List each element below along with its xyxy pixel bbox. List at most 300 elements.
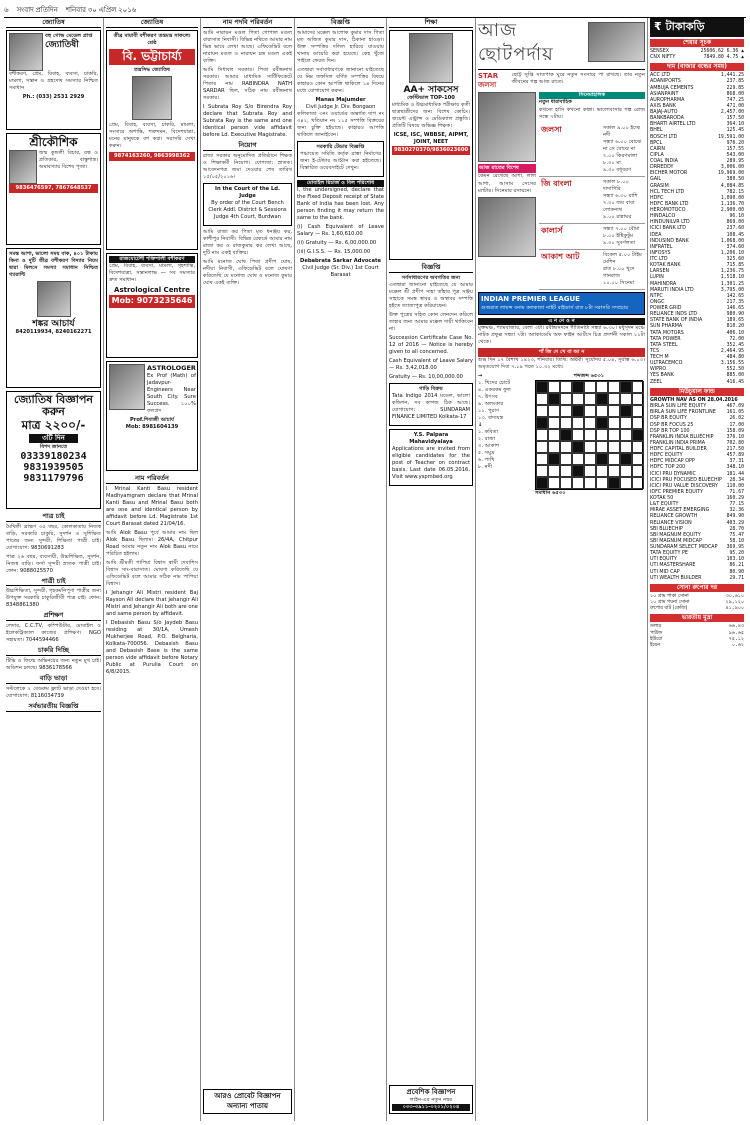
stock-row-value: 146.65 — [726, 306, 744, 312]
program-item: ৯.০০ রান্নাঘর — [603, 213, 632, 220]
channel-label: STAR জলসা — [478, 71, 499, 90]
stock-row-value: 1,136.70 — [720, 201, 744, 207]
crossword-block — [536, 417, 548, 429]
fx-row-value: ৭৫.১২ — [728, 636, 744, 642]
finance-line: (ii) Gratuity — Rs. 6,00,000.00 — [297, 240, 377, 247]
crossword-cell — [632, 441, 644, 453]
mf-row-name: FRANKLIN INDIA BLUECHIP — [650, 434, 714, 440]
ad-vehicle-sale — [389, 383, 473, 426]
mf-row-value: 58.10 — [729, 538, 744, 544]
crossword-cell — [632, 405, 644, 417]
mf-row-name: HDFC TOP 200 — [650, 465, 686, 471]
gold-row-value: ৩০,৬১০ — [725, 593, 744, 599]
notice-item: I Debasish Basu S/o Jaydeb Basu residing at 30/1A, Umesh Mukherjee Road, P.O. Belgharia, Kolkata-700056. Debasish Basu and Debasish Base is the same person vide affidavit before Notary Public at Purulia Court on 6/8/2015. — [106, 619, 198, 675]
crossword-block — [548, 453, 560, 465]
ad-name: Prof.শিবাজী আচার্য — [129, 416, 175, 423]
stock-row-name: LARSEN — [650, 269, 670, 275]
stock-row-value: 543.00 — [726, 152, 744, 158]
notice-item: I Jehangir Ali Mistri resident Baj Rayson Ali declare that Jehangir Ali Mistri and Jehangir Ali both are one and same person by affidavit. — [106, 589, 198, 617]
stock-row-name: KOTAK BANK — [650, 263, 681, 269]
crossword-block — [596, 417, 608, 429]
classified-text: মৈথিলী ব্রাহ্মণ ৩৫ বছর, কোলকাতায় নিজস্ব বাড়ি, সরকারি চাকুরি, সুদর্শন ও সুশিক্ষিত পাত্রের জন্য সুন্দরী, শিক্ষিতা পাত্রী চাই। যোগাযোগ: 9830691283 — [6, 523, 101, 551]
stock-row-name: HCL TECH LTD — [650, 189, 685, 195]
mf-row-value: 71.67 — [729, 489, 744, 495]
finance-line: (i) Cash Equivalent of Leave Salary — Rs. 1,60,610.00 — [297, 224, 384, 238]
crossword-block — [620, 453, 632, 465]
ad-astrologer-1 — [6, 30, 101, 130]
mf-row-value: 181.44 — [726, 471, 744, 477]
tender-heading: সরকারি টেন্ডার বিজ্ঞপ্তি — [316, 144, 365, 150]
sale-text: Tata Indigo 2014 মডেল, ভালো কন্ডিশন, সব কাগজ ঠিক আছে। যোগাযোগ: SUNDARAM FINANCE LIMITED Kolkata-17 — [392, 392, 470, 420]
crossword-cell — [596, 405, 608, 417]
stock-row-name: BANKBARODA — [650, 116, 684, 122]
notice-item: আমি সিধাবল সরকার। পিতা রবীন্দ্রনাথ সরকার। আমার মাধ্যমিক সার্টিফিকেটে পিতার নাম RABINDRA NATH SARDAR ছিল, সঠিক নাম রবীন্দ্রনাথ সরকার। — [203, 66, 292, 101]
astrologer-photo — [132, 76, 172, 120]
crossword-cell — [572, 453, 584, 465]
crossword-block — [572, 465, 584, 477]
promo-days: ৩টি দিন — [29, 434, 78, 443]
mf-row-value: 37.31 — [729, 459, 744, 465]
crossword-cell — [536, 393, 548, 405]
stock-row-name: BAJAJ-AUTO — [650, 110, 678, 116]
stock-row-value: 2,900.00 — [720, 208, 744, 214]
crossword-cell — [608, 381, 620, 393]
stock-row-value: 416.45 — [726, 379, 744, 385]
crossword-block — [632, 429, 644, 441]
footer-subtitle: লাইন-এর নতুন নম্বর — [409, 1096, 453, 1103]
ipl-banner — [478, 292, 645, 314]
stock-row-value: 1,518.10 — [720, 275, 744, 281]
crossword-cell — [548, 381, 560, 393]
fx-row-name: ইয়েন — [650, 642, 661, 648]
ad-name: জ্যোতিষী — [45, 39, 79, 50]
notice-item: আমি রাজা কর পিতা মৃত ধনঞ্জয় কর, কাশীপুর নিবাসী। বিভিন্ন রেকর্ডে আমার নাম রাজা কর ও রাজকুমার কর লেখা আছে, দুটি নাম একই ব্যক্তির। — [203, 228, 292, 256]
crossword-cell — [584, 465, 596, 477]
announcements-text: মুক্তমঞ্চ, শ্যামবাজার, বেলা ৩টা। রবীন্দ্রসদনে গীতিনাট্য সন্ধ্যা ৬.৩০। মধুসূদন মঞ্চে নাটক প্রফুল্ল সন্ধ্যা ৭টা। অ্যাকাডেমি অফ ফাইন আর্টসে চিত্র প্রদর্শনী সকাল ১১টা থেকে। — [478, 324, 645, 345]
stock-row-value: 72.00 — [729, 336, 744, 342]
sale-heading: গাড়ি বিক্রয় — [419, 385, 443, 392]
promo-number-1: 03339180234 — [20, 451, 87, 463]
mf-row-value: 86.21 — [729, 563, 744, 569]
crossword-cell — [608, 417, 620, 429]
mf-row-name: UTI MID CAP — [650, 569, 680, 575]
crossword-cell — [536, 405, 548, 417]
fx-row — [650, 643, 744, 649]
ad-coaching — [389, 30, 473, 260]
crossword-cell — [632, 453, 644, 465]
stock-row-name: POWER GRID — [650, 306, 682, 312]
crossword-block — [620, 381, 632, 393]
column-tv-listings — [476, 18, 648, 1121]
channel-row — [539, 177, 645, 224]
stock-row-name: TCS — [650, 348, 660, 354]
crossword-cell — [632, 393, 644, 405]
crossword-cell — [536, 453, 548, 465]
section-heading: বাড়ি ভাড়া — [6, 674, 101, 684]
stock-row-name: TATA STEEL — [650, 342, 678, 348]
crossword-clue: ৭. উৎসব — [478, 394, 498, 401]
court-text: By order of the Court Bench Clerk Addl. District & Sessions Judge 4th Court, Burdwan — [208, 199, 287, 220]
crossword-block — [596, 453, 608, 465]
gold-row — [650, 606, 744, 612]
lawyer-name: Manas Majumder — [315, 96, 366, 103]
crossword-clue: ৬. পাখি — [478, 457, 495, 464]
coaching-subtitle: ফেস্টিভাল TOP-100 — [407, 95, 455, 102]
stock-row-name: HEROMOTOCO — [650, 208, 686, 214]
ad-astrologer-prof — [106, 361, 198, 471]
ad-mobile: 9836476597, 7867648537 — [9, 184, 98, 193]
stock-row-name: COAL INDIA — [650, 159, 678, 165]
program-item: ৭.০০ কিরণমালা — [603, 152, 638, 159]
mf-row-value: 80.90 — [729, 569, 744, 575]
mf-row-name: TATA EQUITY PE — [650, 551, 688, 557]
channel-schedule — [539, 123, 645, 290]
crossword-cell — [608, 429, 620, 441]
stock-row-name: ADANIPORTS — [650, 79, 681, 85]
stock-row-value: 96.10 — [729, 214, 744, 220]
stock-row-value: 782.15 — [726, 189, 744, 195]
classified-text: লেদার, C.C.TV, কম্পিউটার, মোবাইল ও ইলেকট্রিক্যাল কাজের প্রশিক্ষণ। NGO সহায়তা। 7044594466 — [6, 623, 101, 644]
crossword-block — [620, 405, 632, 417]
mf-row-name: SBI BLUECHIP — [650, 526, 683, 532]
stock-list — [650, 73, 744, 385]
fx-row-value: ৯৬.৬৫ — [728, 630, 744, 636]
crossword-section — [478, 373, 645, 497]
crossword-cell — [584, 477, 596, 489]
stock-row-value: 125.45 — [726, 128, 744, 134]
astrologer-photo — [9, 150, 37, 184]
crossword-cell — [620, 465, 632, 477]
stock-row-name: INDUSIND BANK — [650, 238, 689, 244]
stock-row-value: 715.85 — [726, 263, 744, 269]
rupee-icon: ₹ — [654, 20, 662, 33]
stock-row-name: HDFC BANK LTD — [650, 201, 689, 207]
crossword-cell — [584, 405, 596, 417]
crossword-clue: ২. রাজা — [478, 436, 496, 443]
footer-heading: সর্বভারতীয় বিজ্ঞপ্তি — [6, 702, 101, 712]
index-row-value: 25606.62 6.36 ▲ — [700, 48, 744, 54]
crossword-solution-heading: সমাধান ৬৫৩০ — [535, 490, 566, 497]
mf-row-value: 348.10 — [726, 465, 744, 471]
stock-row-value: 374.60 — [726, 244, 744, 250]
feature-title: নতুন ধারাবাহিক — [539, 99, 572, 106]
crossword-cell — [584, 441, 596, 453]
stock-row-name: ITC LTD — [650, 257, 668, 263]
ad-headline: সমস্ত আশা, ভালো সময় বাক, ৪০১ টাকায় কিনা ও দুটি তীব্র বশীকরণ বিদ্যার নিয়ম দ্বারা মিলনে সমস্যা সমাধান নিশ্চিত গ্যারান্টি — [9, 250, 98, 278]
tv-feature-photo — [588, 22, 645, 62]
crossword-cell — [620, 393, 632, 405]
stock-row-name: MARUTI INDIA LTD — [650, 287, 694, 293]
signatory-court: Civil Judge (Sr. Div.) 1st Court Barasat — [302, 265, 379, 279]
stock-row-value: 980.90 — [726, 312, 744, 318]
mf-row-name: SBI MAGNUM MIDCAP — [650, 538, 702, 544]
court-title: In the Court of the Ld. Judge — [215, 185, 280, 199]
mf-row-value: 32.36 — [729, 508, 744, 514]
stock-row-value: 976.20 — [726, 140, 744, 146]
mf-row-value: 369.95 — [726, 545, 744, 551]
stock-row-name: RELIANCE INDS LTD — [650, 312, 698, 318]
mf-row-name: UTI MASTERSHARE — [650, 563, 696, 569]
column-astrology-right — [104, 18, 201, 1121]
crossword-clue: ৫. সমুদ্র — [478, 450, 495, 457]
notice-item: আমি শ্রীমতী পাপিয়া বিশ্বাস স্বামী দেবাশিস বিশ্বাস সাং-বারাসাত। ঘোষণা করিতেছি যে এফিডেভিট বলে আমার সঠিক নাম পাপিয়া বিশ্বাস। — [106, 559, 198, 587]
column-notices — [295, 18, 387, 1121]
crossword-across-clues — [478, 380, 532, 422]
crossword-block — [572, 441, 584, 453]
mf-row-value: 217.50 — [726, 447, 744, 453]
stock-row-name: IDEA — [650, 232, 662, 238]
crossword-block — [572, 405, 584, 417]
mf-row-name: SUNDARAM SELECT MIDCAP — [650, 545, 718, 551]
crossword-cell — [548, 465, 560, 477]
crossword-cell — [548, 405, 560, 417]
fx-row-name: ইউরো — [650, 636, 663, 642]
mf-list — [650, 404, 744, 582]
stock-row-value: 868.00 — [726, 91, 744, 97]
crossword-cell — [548, 441, 560, 453]
stock-row-name: AUROPHARMA — [650, 97, 685, 103]
notice-item: এতদ্বারা জানানো যাইতেছে যে আমার মক্কেল শ্রী প্রদীপ সাহা তাঁহার পুত্র সঞ্জয় সাহাকে সমস্ত স্থাবর ও অস্থাবর সম্পত্তি হইতে ত্যাজ্যপুত্র করিয়াছেন। — [389, 281, 473, 309]
ad-mobile: 9874163260, 9863998362 — [109, 152, 195, 161]
feature-text: কখনো হাসি কখনো কান্না। ভালোবাসার গল্প রোজ সন্ধে ৭টায়। — [539, 106, 645, 120]
program-item: ৭.৩০ জয় বাবা লোকনাথ — [603, 199, 635, 213]
teacher-photo — [409, 33, 453, 83]
notice-item: এতদ্বারা সর্বসাধারণকে জানানো যাইতেছে যে নিম্ন তফসিল বর্ণিত সম্পত্তির বিষয়ে কাহারও কোন আপত্তি থাকিলে ১৪ দিনের মধ্যে যোগাযোগ করুন। — [297, 66, 384, 94]
classified-text: উচ্চশিক্ষিতা, সুন্দরী, গৃহকর্মনিপুণা পাত্রীর জন্য উপযুক্ত সরকারি চাকুরিজীবী পাত্র চাই। ফোন: 8348861380 — [6, 588, 101, 609]
crossword-cell — [608, 405, 620, 417]
stock-row-name: INFRATEL — [650, 244, 673, 250]
crossword-cell — [632, 465, 644, 477]
notice-item: আমি Alok Basu পুর্বে আমার নাম ছিল Alok Basu ছিলাম। 26/4A, Chitpur Road আমার নতুন নাম Alok Basu নামে পরিচিত হইলাম। — [106, 529, 198, 557]
mf-row-value: 77.15 — [729, 502, 744, 508]
court-name: Civil Judge Jr. Div. Bongaon — [305, 103, 376, 110]
footer-number: ০৩৩-৩৯১১-০২০১/০২০৪ — [392, 1104, 470, 1111]
stock-row-value: 325.60 — [726, 257, 744, 263]
notice-item: আমি নারায়ন মণ্ডল পিতা গোপাল মণ্ডল বারাসাত নিবাসী। বিভিন্ন নথিতে আমার নাম ভিন্ন ভাবে লেখা আছে। এফিডেভিট বলে নারায়ন মণ্ডল ও নারায়ন চন্দ্র মণ্ডল একই ব্যক্তি। — [203, 29, 292, 64]
stock-row-value: 747.25 — [726, 97, 744, 103]
mf-row-name: FRANKLIN INDIA PRIMA — [650, 440, 706, 446]
stock-row-value: 352.45 — [726, 342, 744, 348]
program-item: ৮.০০ ইষ্টিকুটুম — [603, 232, 634, 239]
court-notice — [203, 183, 292, 226]
crossword-cell — [608, 441, 620, 453]
notice-item: উক্ত পুত্রের সহিত কোন লেনদেন করিলে তাহার জন্য আমার মক্কেল দায়ী থাকিবেন না। — [389, 311, 473, 332]
ad-name: বি. ভট্টাচার্য্য — [109, 49, 195, 65]
crossword-cell — [584, 429, 596, 441]
gold-list — [650, 594, 744, 612]
crossword-cell — [548, 417, 560, 429]
mf-row-name: DSP BR FOCUS 25 — [650, 422, 694, 428]
stock-row — [650, 380, 744, 386]
footer-banner — [389, 1085, 473, 1114]
ad-subtitle: তন্ত্রসিদ্ধ জ্যোতিষ — [133, 66, 170, 73]
mf-row-value: 28.70 — [729, 526, 744, 532]
gold-heading: সোনা রুপোর দর — [650, 584, 744, 592]
crossword-cell — [620, 477, 632, 489]
column-heading: জ্যোতিষ — [106, 18, 198, 28]
crossword-cell — [620, 441, 632, 453]
channel-program-list — [601, 123, 645, 176]
channel-logo: জলসা — [541, 124, 562, 134]
stock-row-value: 380.50 — [726, 177, 744, 183]
column-heading: নাম পদবি পরিবর্তন — [203, 18, 292, 28]
signatory: Debabrata Sarkar Advocate — [300, 258, 381, 265]
program-item: ৮.৩০ মা — [603, 159, 621, 166]
channel-program-list — [601, 250, 645, 289]
ad-text: প্রেম, বিবাহ, ব্যবসা, মামলা, গৃহশান্তি, বিদেশযাত্রা, সন্তানলাভ — সব সমস্যার দ্রুত সমাধান। — [109, 262, 195, 283]
stock-row-name: BHARTI AIRTEL LTD — [650, 122, 696, 128]
fx-row-name: ডলার — [650, 624, 662, 630]
notice-item: রাজ্য সরকার অনুমোদিত প্রতিষ্ঠানে শিক্ষক ও শিক্ষাকর্মী নিয়োগ। যোগ্যতা: স্নাতক। আবেদনপত্র জমা দেওয়ার শেষ তারিখ ১৫/০৫/২০১৬। — [203, 152, 292, 180]
stock-row-value: 471.00 — [726, 103, 744, 109]
crossword-cell — [596, 465, 608, 477]
promo-title: জ্যোতিষ বিজ্ঞাপন করুন — [14, 392, 93, 419]
mf-row-name: L&T EQUITY — [650, 502, 679, 508]
cinema-heading: সিনেমাহলিক — [539, 92, 645, 99]
feature-photo — [478, 197, 536, 257]
stock-row-name: ASIANPAINT — [650, 91, 679, 97]
stock-row-name: ICICI BANK LTD — [650, 226, 686, 232]
mf-row-name: RELIANCE GROWTH — [650, 514, 698, 520]
channel-logo: কালার্স — [541, 225, 563, 235]
program-item: সন্ধ্যা ৬.৩০ রাশি — [603, 192, 638, 199]
mf-row-value: 28.34 — [729, 477, 744, 483]
index-row — [650, 55, 744, 61]
college-text: Applications are invited from eligible candidates for the post of Teacher on contract basis. Last date 06.05.2016. Visit www.yspmbed.org — [392, 445, 470, 480]
mf-row-name: ICICI PRU FOCUSED BLUECHIP — [650, 477, 722, 483]
notice-item: I, the undersigned, declare that the Fixed Deposit receipt of State Bank of India has been lost. Any person finding it may return the same to the bank. — [297, 187, 384, 222]
section-heading: নিয়োগ — [203, 141, 292, 151]
stock-row-name: GAIL — [650, 177, 662, 183]
mf-row-value: 457.89 — [726, 453, 744, 459]
coaching-name: AA+ সাকসেস — [403, 84, 459, 95]
mf-row-name: DSP BR EQUITY — [650, 416, 687, 422]
stock-row-value: 810.20 — [726, 324, 744, 330]
stock-row-name: YES BANK — [650, 373, 674, 379]
crossword-cell — [620, 429, 632, 441]
crossword-grid — [535, 380, 643, 490]
gold-row-name: রুপোর বাট (কেজি) — [650, 606, 688, 612]
gold-row-value: ৪১,৯০০ — [725, 606, 744, 612]
crossword-cell — [572, 393, 584, 405]
tv-intro-text: ছোট্ট সুপ্তি সাতপাক ঘুরে নতুন সংসারে পা রাখছে। তার নতুন জীবনের গল্প আজ রাতে। — [511, 71, 645, 85]
crossword-cell — [596, 477, 608, 489]
program-item: রাত ৮.০০ খুদে গানরাজ — [603, 265, 635, 279]
index-row-name: CNX NIFTY — [650, 55, 676, 61]
index-row-name: SENSEX — [650, 48, 670, 54]
fx-row-value: ৬৬.৪৩ — [728, 624, 744, 630]
stock-row-value: 3,156.55 — [720, 361, 744, 367]
stock-row-name: CAIRN — [650, 146, 665, 152]
stock-row-value: 1,301.25 — [720, 281, 744, 287]
ad-headline: রাজযোটেশী শক্তিশালী বশীকরণ — [109, 256, 195, 263]
ipl-title: INDIAN PREMIER LEAGUE — [481, 295, 580, 304]
column-heading: বিজ্ঞপ্তি — [297, 18, 384, 28]
stock-row-name: DRREDDY — [650, 165, 674, 171]
tender-notice — [297, 141, 384, 177]
stock-row-name: BHEL — [650, 128, 663, 134]
crossword-cell — [560, 441, 572, 453]
mf-row-name: HDFC MIDCAP OPP — [650, 459, 695, 465]
column-heading: জ্যোতিষ — [6, 18, 101, 28]
crossword-cell — [584, 393, 596, 405]
mf-row-value: 110.00 — [726, 483, 744, 489]
market-brand — [650, 18, 744, 37]
stock-row-name: HINDALCO — [650, 214, 676, 220]
crossword-cell — [632, 477, 644, 489]
crossword-cell — [584, 417, 596, 429]
section-heading: নাম পরিবর্তন — [106, 474, 198, 484]
crossword-clue: ৪. একরকম ফুল — [478, 387, 511, 394]
notice-item: I Mrinal Kanti Basu resident Madhyamgram declare that Mrinal Kanti Basu and Mrinal Basu both are one and identical person by affidavit before Ld. Magistrate 1st Court Barasat dated 21/04/16. — [106, 485, 198, 527]
channel-program-list — [601, 177, 645, 223]
coaching-text: মাধ্যমিক ও উচ্চমাধ্যমিক পরীক্ষায় কৃতী ছাত্রছাত্রীদের জন্য বিশেষ কোচিং। জয়েন্ট এন্ট্রান্স ও মেডিক্যাল প্রস্তুতি। প্রতিটি বিষয়ে অভিজ্ঞ শিক্ষক। — [392, 102, 470, 130]
stock-row-value: 289.95 — [726, 159, 744, 165]
channel-row — [539, 123, 645, 177]
crossword-cell — [536, 429, 548, 441]
mf-row-name: HDFC EQUITY — [650, 453, 683, 459]
stock-heading: দাম (বাজার বন্ধের সময়) — [650, 63, 744, 71]
crossword-clue: ১. কবিতা — [478, 429, 499, 436]
stock-row-value: 4,084.85 — [720, 183, 744, 189]
ad-text: প্রেম, বিবাহ, ব্যবসা, চাকরি, মামলা, সংসারে অশান্তি, শত্রুদমন, বিদেশযাত্রা, মনের মানুষকে বশ করা। সরাসরি দেখা করুন। — [109, 121, 195, 149]
stock-row-name: LUPIN — [650, 275, 664, 281]
crossword-clues-heading: → — [478, 373, 483, 380]
ad-phone: 8420119934, 8240162271 — [15, 329, 92, 336]
mf-row-value: 103.10 — [726, 557, 744, 563]
crossword-block — [596, 393, 608, 405]
stock-row-value: 237.60 — [726, 226, 744, 232]
program-item: সন্ধ্যা ৭.০০ বৌমা — [603, 225, 640, 232]
astrologer-photo — [9, 33, 43, 71]
ad-text: বশীকরণ, প্রেম, বিবাহ, ব্যবসা, চাকরি, মামলা, সন্তান ও গ্রহদোষ সমস্যার নিশ্চিত সমাধান — [9, 70, 98, 91]
stock-row-name: ACC LTD — [650, 73, 671, 79]
masthead — [4, 4, 746, 18]
stock-row-value: 189.65 — [726, 318, 744, 324]
crossword-block — [572, 381, 584, 393]
stock-row-value: 229.85 — [726, 85, 744, 91]
ad-college — [389, 429, 473, 486]
college-name: Y.S. Palpara Mahavidyalaya — [409, 431, 453, 445]
mf-row — [650, 576, 744, 582]
footer-heading: প্রবেশিক বিজ্ঞাপন — [406, 1087, 456, 1096]
crossword-cell — [560, 381, 572, 393]
page-number: ৬ — [4, 5, 9, 14]
mf-row-name: ICICI PRU DYNAMIC — [650, 471, 696, 477]
mf-row-value: 75.47 — [729, 532, 744, 538]
panjika-text: শুভ দিন ১৭ বৈশাখ ১৪২৩, শনিবার। তিথি: অষ্টমী। সূর্যোদয় ৫.০৪, সূর্যাস্ত ৬.০৩। অমৃতযোগ দিবা ৭.১৯ গতে ১০.৩২ মধ্যে। — [478, 357, 645, 371]
channel-program-list — [601, 224, 645, 249]
notice-heading: সর্বসাধারণের অবগতির জন্য — [401, 274, 461, 281]
notice-item: কলিকাতা ৩নং ওয়ার্ডের অন্তর্গত দাগ নং ৩৪২, খতিয়ান নং ১১৫ সম্পত্তি বিক্রয়ের জন্য চুক্তি হইয়াছে। কাহারও আপত্তি থাকিলে জানাইবেন। — [297, 110, 384, 138]
stock-row-value: 1,068.00 — [720, 238, 744, 244]
mf-row-name: MIRAE ASSET EMERGING — [650, 508, 710, 514]
ad-text: জন্ম কুন্ডলী বিচার, রত্ন ও প্রতিকার, বাস্তুশাস্ত্র। অমাবস্যায় বিশেষ পূজা। — [39, 149, 98, 170]
crossword-block — [560, 429, 572, 441]
stock-row-value: 2,457.00 — [720, 110, 744, 116]
stock-row-value: 157.50 — [726, 116, 744, 122]
crossword-clue: ১. খিদের চোটে — [478, 380, 511, 387]
mf-row-name: KOTAK 50 — [650, 496, 674, 502]
crossword-cell — [608, 393, 620, 405]
stock-row-name: GRASIM — [650, 183, 669, 189]
tv-intro — [478, 72, 645, 91]
section-heading: মোবাইল রিচার্জ ও বিল পরিশোধ — [297, 180, 384, 187]
stock-row-value: 364.10 — [726, 122, 744, 128]
mf-row-name: UTI WEALTH BUILDER — [650, 575, 702, 581]
ad-astrologer-2 — [6, 133, 101, 245]
mf-row-value: 849.90 — [726, 514, 744, 520]
